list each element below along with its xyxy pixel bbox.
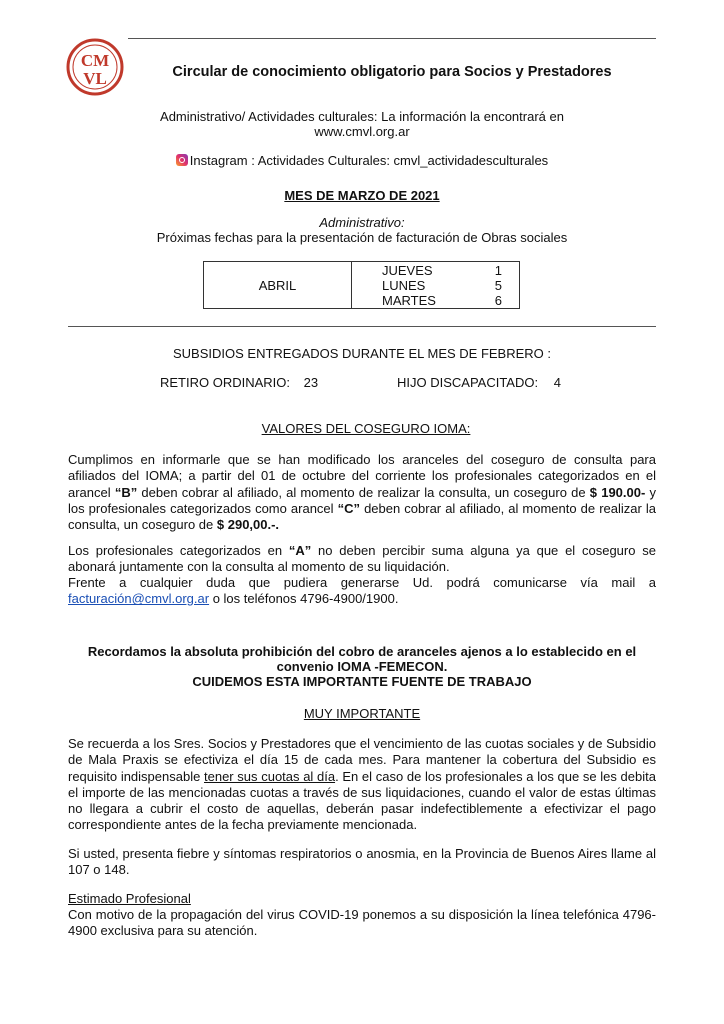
coseguro-title: VALORES DEL COSEGURO IOMA:: [261, 421, 471, 436]
admin-label: Administrativo:: [319, 215, 405, 230]
table-num: 1: [494, 263, 502, 278]
coseguro-paragraph-2: Los profesionales categorizados en “A” no deben percibir suma alguna ya que el coseguro se abonará juntamente con la consulta al momento de su liquidación.: [68, 543, 656, 575]
cmvl-logo: [66, 36, 124, 98]
covid-heading: Estimado Profesional: [68, 891, 191, 906]
retiro-value: 23: [303, 375, 319, 390]
hijo-value: 4: [553, 375, 561, 390]
top-rule: [128, 38, 656, 39]
instagram-icon: [176, 154, 188, 166]
warning-line3: CUIDEMOS ESTA IMPORTANTE FUENTE DE TRABAJO: [192, 674, 532, 689]
billing-email-link[interactable]: facturación@cmvl.org.ar: [68, 591, 210, 607]
logo-text-bottom: VL: [83, 69, 107, 88]
hijo-label: HIJO DISCAPACITADO:: [397, 375, 539, 390]
coseguro-paragraph-1: Cumplimos en informarle que se han modificado los aranceles del coseguro de consulta para afiliados del IOMA; a partir del 01 de octubre del corriente los profesionales categorizados en el arancel “B” deben cobrar al afiliado, al momento de realizar la consulta, un coseguro de $ 190.00- y los profesionales categorizados como arancel “C” deben cobrar al afiliado, al momento de realizar la consulta, un coseguro de $ 290,00.-.: [68, 452, 657, 533]
retiro-line: [160, 375, 318, 390]
table-day: JUEVES: [382, 263, 433, 278]
hijo-line: [397, 375, 561, 390]
warning-line1: Recordamos la absoluta prohibición del cobro de aranceles ajenos a lo establecido en el: [87, 644, 637, 659]
instagram-text: Instagram : Actividades Culturales: cmvl_actividadesculturales: [189, 153, 549, 168]
table-num: 5: [494, 278, 502, 293]
table-row: [382, 263, 502, 277]
month-title: MES DE MARZO DE 2021: [284, 188, 440, 203]
table-row: [382, 293, 502, 307]
mid-rule: [68, 326, 656, 327]
table-num: 6: [494, 293, 502, 308]
covid-paragraph-2: Con motivo de la propagación del virus COVID-19 ponemos a su disposición la línea telefónica 4796-4900 exclusiva para su atención.: [68, 907, 656, 939]
page-title: Circular de conocimiento obligatorio para Socios y Prestadores: [172, 64, 612, 80]
important-title: MUY IMPORTANTE: [303, 706, 421, 721]
admin-info-line1: Administrativo/ Actividades culturales: La información la encontrará en: [160, 109, 564, 124]
table-day: LUNES: [382, 278, 426, 293]
important-paragraph: Se recuerda a los Sres. Socios y Prestadores que el vencimiento de las cuotas sociales y de Subsidio de Mala Praxis se efectiviza el día 15 de cada mes. Para mantener la cobertura del Subsidio es requisito indispensable tener sus cuotas al día. En el caso de los profesionales a los que se les debita el importe de las mencionadas cuotas a través de sus liquidaciones, cuando el valor de estas últimas no llegara a cubrir el costo de aquellas, deberán pasar indefectiblemente a efectivizar el pago correspondiente antes de la fecha previamente mencionada.: [68, 736, 656, 833]
website-text: www.cmvl.org.ar: [314, 124, 410, 139]
table-month: ABRIL: [258, 278, 297, 293]
admin-subtitle: Próximas fechas para la presentación de facturación de Obras sociales: [156, 230, 568, 245]
table-row: [382, 278, 502, 292]
coseguro-paragraph-3: Frente a cualquier duda que pudiera generarse Ud. podrá comunicarse vía mail a facturación@cmvl.org.ar o los teléfonos 4796-4900/1900.: [68, 575, 656, 607]
table-divider: [351, 262, 352, 308]
logo-text-top: CM: [80, 51, 110, 70]
instagram-line: [68, 153, 656, 168]
covid-paragraph-1: Si usted, presenta fiebre y síntomas respiratorios o anosmia, en la Provincia de Buenos Aires llame al 107 o 148.: [68, 846, 656, 878]
dates-table: [203, 261, 520, 309]
table-day: MARTES: [382, 293, 436, 308]
retiro-label: RETIRO ORDINARIO:: [160, 375, 291, 390]
subsidies-title: SUBSIDIOS ENTREGADOS DURANTE EL MES DE FEBRERO :: [172, 346, 552, 361]
warning-line2: convenio IOMA -FEMECON.: [276, 659, 448, 674]
